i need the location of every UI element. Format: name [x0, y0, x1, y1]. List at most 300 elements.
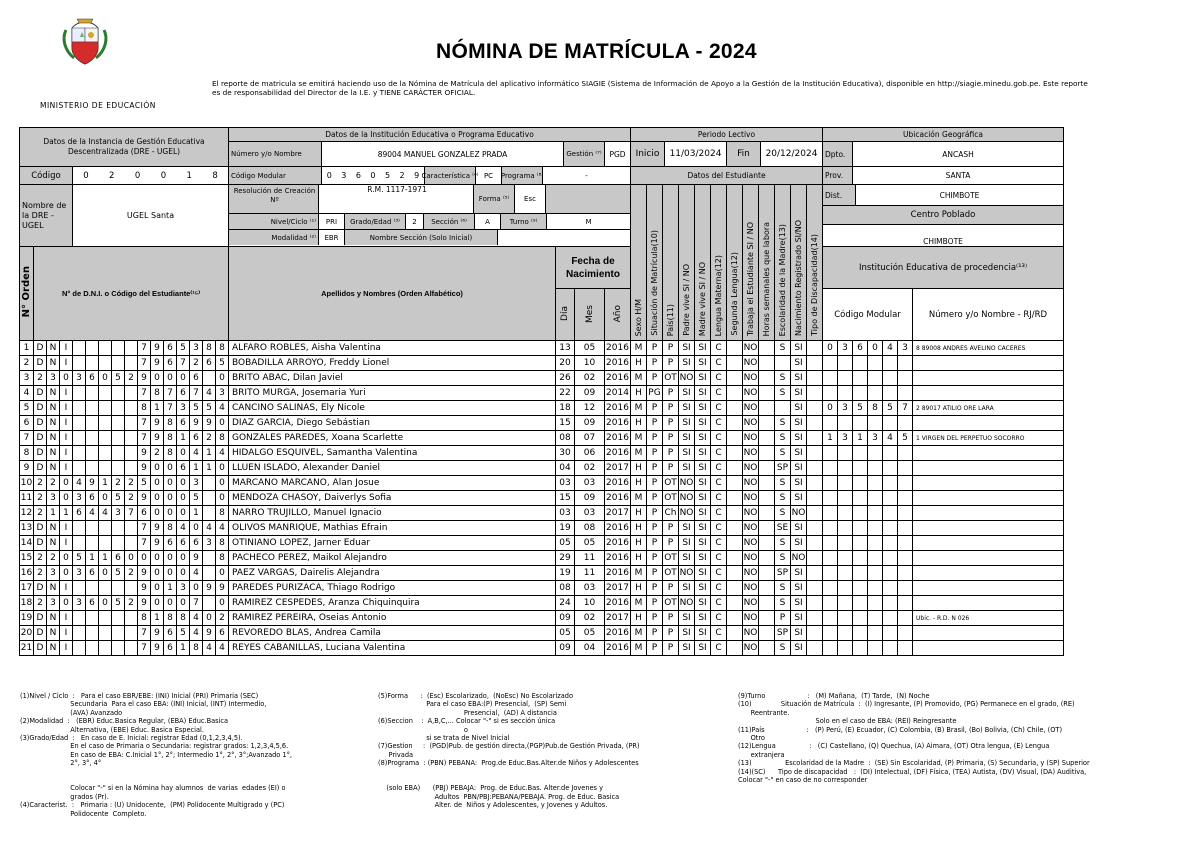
student-attribute: M	[631, 491, 647, 506]
student-attribute: P	[663, 386, 679, 401]
procedencia-code-char	[838, 581, 853, 596]
dre-code-digit: 2	[109, 170, 115, 181]
ministry-label: MINISTERIO DE EDUCACIÓN	[40, 101, 156, 110]
student-id-char: 3	[177, 401, 190, 416]
student-id-char	[73, 431, 86, 446]
student-attribute: NO	[743, 356, 759, 371]
student-id-char: 5	[216, 356, 229, 371]
student-id-char: 2	[47, 476, 60, 491]
student-attribute: C	[711, 491, 727, 506]
student-id-char	[99, 641, 112, 656]
student-id-char	[86, 461, 99, 476]
student-row	[20, 446, 1064, 461]
birth-month: 02	[575, 611, 605, 626]
modalidad-label: Modalidad ⁽²⁾	[229, 230, 319, 245]
student-id-char: 8	[164, 416, 177, 431]
codigo-modular-value	[322, 167, 425, 184]
student-attribute	[807, 356, 823, 371]
student-name: BOBADILLA ARROYO, Freddy Lionel	[229, 356, 556, 371]
procedencia-code-char	[883, 536, 898, 551]
student-attribute: SI	[695, 446, 711, 461]
birth-day: 19	[556, 521, 575, 536]
procedencia-name	[913, 506, 1064, 521]
procedencia-code-char	[838, 611, 853, 626]
student-id-char: 5	[177, 341, 190, 356]
birth-month: 12	[575, 401, 605, 416]
procedencia-name	[913, 386, 1064, 401]
procedencia-code-char	[838, 566, 853, 581]
student-id-char: 8	[164, 431, 177, 446]
student-id-char: 1	[99, 476, 112, 491]
n-orden-header: N° Orden	[21, 266, 32, 318]
row-number: 17	[20, 581, 34, 596]
student-name: ALFARO ROBLES, Aisha Valentina	[229, 341, 556, 356]
student-attribute: M	[631, 596, 647, 611]
student-attribute	[727, 341, 743, 356]
codigo-modular-digit: 3	[341, 171, 347, 180]
seccion-label: Sección ⁽⁶⁾	[424, 214, 475, 229]
student-id-char: 3	[73, 566, 86, 581]
procedencia-code-char: 4	[883, 341, 898, 356]
row-number: 9	[20, 461, 34, 476]
procedencia-code-char	[838, 476, 853, 491]
student-id-char: 6	[86, 491, 99, 506]
student-attribute: P	[663, 356, 679, 371]
student-id-char: 9	[138, 491, 151, 506]
student-attribute: SI	[791, 476, 807, 491]
student-id-char: 0	[164, 596, 177, 611]
student-id-char: I	[60, 341, 73, 356]
student-attribute	[807, 371, 823, 386]
student-id-char: 4	[203, 386, 216, 401]
procedencia-code-char	[853, 551, 868, 566]
procedencia-code-char	[823, 446, 838, 461]
birth-month: 05	[575, 341, 605, 356]
procedencia-code-char: 1	[853, 431, 868, 446]
student-id-char: 0	[60, 596, 73, 611]
student-name: REYES CABANILLAS, Luciana Valentina	[229, 641, 556, 656]
student-id-char: 2	[125, 491, 138, 506]
dpto-label: Dpto.	[823, 142, 853, 167]
student-id-char: N	[47, 641, 60, 656]
student-attribute: P	[663, 341, 679, 356]
student-id-char	[99, 401, 112, 416]
student-attribute: SI	[679, 416, 695, 431]
student-id-char: 1	[151, 611, 164, 626]
student-id-char	[112, 446, 125, 461]
student-attribute: SP	[775, 461, 791, 476]
procedencia-code-char: 3	[838, 341, 853, 356]
student-id-char	[99, 626, 112, 641]
procedencia-code-char	[868, 521, 883, 536]
student-row	[20, 431, 1064, 446]
student-name: REVOREDO BLAS, Andrea Camila	[229, 626, 556, 641]
student-attribute	[759, 566, 775, 581]
student-id-char: 3	[177, 581, 190, 596]
student-attribute: SI	[695, 506, 711, 521]
procedencia-code-char	[883, 476, 898, 491]
student-id-char: 9	[203, 626, 216, 641]
student-attribute	[807, 596, 823, 611]
student-attribute: C	[711, 371, 727, 386]
student-attribute: NO	[743, 446, 759, 461]
student-attribute: NO	[743, 416, 759, 431]
procedencia-name: 2 89017 ATILIO ORE LARA	[913, 401, 1064, 416]
procedencia-code-char	[853, 566, 868, 581]
student-attribute	[759, 416, 775, 431]
student-id-char: 2	[34, 596, 47, 611]
birth-month: 04	[575, 641, 605, 656]
student-id-char: 0	[177, 371, 190, 386]
birth-month: 05	[575, 536, 605, 551]
student-attribute	[807, 626, 823, 641]
birth-year: 2017	[605, 581, 631, 596]
student-attribute: SI	[695, 626, 711, 641]
student-attribute: NO	[743, 401, 759, 416]
student-id-char	[73, 416, 86, 431]
student-id-char: 9	[151, 641, 164, 656]
student-attribute: SI	[791, 491, 807, 506]
procedencia-name	[913, 371, 1064, 386]
inicio-label: Inicio	[631, 142, 665, 166]
student-attribute	[807, 401, 823, 416]
student-id-char: 5	[112, 596, 125, 611]
student-id-char: 4	[190, 611, 203, 626]
student-attribute: PG	[647, 386, 663, 401]
student-attribute	[775, 356, 791, 371]
student-id-char: 3	[203, 536, 216, 551]
student-id-char: 9	[138, 596, 151, 611]
student-id-char: 6	[73, 506, 86, 521]
row-number: 6	[20, 416, 34, 431]
student-id-char: 8	[164, 611, 177, 626]
procedencia-code-char	[898, 521, 913, 536]
student-id-char: 1	[60, 506, 73, 521]
row-number: 13	[20, 521, 34, 536]
birth-year: 2016	[605, 491, 631, 506]
birth-month: 09	[575, 416, 605, 431]
student-attribute: S	[775, 596, 791, 611]
student-attribute: H	[631, 476, 647, 491]
student-id-char: 6	[190, 431, 203, 446]
student-attribute: P	[647, 506, 663, 521]
student-id-char: 5	[203, 401, 216, 416]
gestion-label: Gestión ⁽⁷⁾	[564, 142, 605, 166]
student-id-char: 0	[151, 551, 164, 566]
row-number: 16	[20, 566, 34, 581]
student-id-char: 4	[216, 641, 229, 656]
procedencia-code-char	[823, 611, 838, 626]
student-attribute: H	[631, 521, 647, 536]
birth-day: 08	[556, 431, 575, 446]
student-id-char	[73, 611, 86, 626]
procedencia-code-char	[838, 356, 853, 371]
procedencia-code-char	[898, 416, 913, 431]
caracteristica-label: Característica ⁽⁴⁾	[425, 167, 476, 184]
procedencia-code-char: 7	[898, 401, 913, 416]
procedencia-code-char	[868, 551, 883, 566]
student-attribute	[727, 521, 743, 536]
student-id-char: D	[34, 416, 47, 431]
ugel-value: UGEL Santa	[73, 185, 229, 247]
ie-name-label: Número y/o Nombre	[229, 142, 322, 166]
student-attribute	[759, 536, 775, 551]
birth-day: 15	[556, 491, 575, 506]
student-id-char: I	[60, 356, 73, 371]
birth-year: 2017	[605, 506, 631, 521]
codigo-modular-label: Código Modular	[229, 167, 322, 184]
student-id-char: 6	[164, 641, 177, 656]
procedencia-code-char	[853, 356, 868, 371]
procedencia-code-char	[853, 386, 868, 401]
student-attribute: C	[711, 596, 727, 611]
birth-day: 04	[556, 461, 575, 476]
student-attribute: NO	[743, 596, 759, 611]
student-id-char	[112, 536, 125, 551]
student-attribute	[807, 491, 823, 506]
row-number: 18	[20, 596, 34, 611]
procedencia-code-char	[823, 626, 838, 641]
student-id-char: 4	[216, 446, 229, 461]
turno-label: Turno ⁽⁹⁾	[501, 214, 547, 229]
student-id-char: 6	[112, 551, 125, 566]
student-id-char	[112, 521, 125, 536]
student-attribute: NO	[679, 491, 695, 506]
student-attribute	[727, 416, 743, 431]
student-attribute: SI	[791, 371, 807, 386]
nivel-label: Nivel/Ciclo ⁽¹⁾	[229, 214, 319, 229]
mes-header: Mes	[584, 304, 595, 323]
student-id-char: 0	[151, 581, 164, 596]
seccion-value: A	[475, 214, 501, 229]
student-attribute	[807, 431, 823, 446]
birth-day: 18	[556, 401, 575, 416]
student-id-char: 1	[164, 581, 177, 596]
student-id-char: I	[60, 386, 73, 401]
birth-day: 03	[556, 476, 575, 491]
birth-year: 2016	[605, 536, 631, 551]
student-attribute: H	[631, 356, 647, 371]
student-id-char	[125, 386, 138, 401]
student-name: MENDOZA CHASOY, Daiverlys Sofia	[229, 491, 556, 506]
student-id-char: N	[47, 431, 60, 446]
student-row	[20, 476, 1064, 491]
student-attribute	[759, 386, 775, 401]
procedencia-code-char	[868, 371, 883, 386]
gestion-value: PGD	[609, 149, 626, 159]
student-attribute: P	[647, 551, 663, 566]
birth-year: 2016	[605, 401, 631, 416]
student-attribute: SI	[791, 431, 807, 446]
student-attribute: P	[663, 626, 679, 641]
ie-section-header: Datos de la Institución Educativa o Programa Educativo	[229, 128, 631, 142]
student-attribute: OT	[663, 476, 679, 491]
student-attribute: H	[631, 536, 647, 551]
procedencia-code-char	[868, 386, 883, 401]
student-attribute: SI	[695, 611, 711, 626]
student-attribute	[807, 416, 823, 431]
student-attribute: SI	[791, 611, 807, 626]
student-id-char: N	[47, 416, 60, 431]
procedencia-code-char	[898, 641, 913, 656]
student-id-char: 1	[151, 401, 164, 416]
student-attribute	[807, 461, 823, 476]
student-id-char: 8	[138, 401, 151, 416]
student-id-char	[73, 626, 86, 641]
student-attribute: SI	[695, 416, 711, 431]
student-id-char: I	[60, 461, 73, 476]
student-attribute: P	[663, 446, 679, 461]
student-attribute: C	[711, 626, 727, 641]
student-id-char: 0	[60, 371, 73, 386]
birth-day: 20	[556, 356, 575, 371]
student-attribute: SI	[791, 461, 807, 476]
birth-year: 2016	[605, 371, 631, 386]
student-id-char: I	[60, 626, 73, 641]
student-id-char: 9	[190, 416, 203, 431]
student-id-char: 3	[47, 596, 60, 611]
student-id-char: 1	[190, 461, 203, 476]
student-id-char: 7	[190, 386, 203, 401]
procedencia-name	[913, 551, 1064, 566]
student-id-char: 8	[190, 641, 203, 656]
student-id-char: 3	[47, 491, 60, 506]
student-attribute: SI	[695, 401, 711, 416]
student-attribute: S	[775, 416, 791, 431]
student-id-char: 3	[190, 341, 203, 356]
student-id-char: 1	[177, 431, 190, 446]
student-id-char	[112, 581, 125, 596]
student-id-char: 4	[190, 446, 203, 461]
student-id-char	[86, 386, 99, 401]
student-id-char: 3	[47, 371, 60, 386]
student-attribute: SI	[791, 446, 807, 461]
student-id-char: 9	[151, 356, 164, 371]
resolucion-value: R.M. 1117-1971	[319, 185, 474, 213]
birth-day: 15	[556, 416, 575, 431]
student-id-char: N	[47, 626, 60, 641]
fin-value: 20/12/2024	[765, 149, 818, 159]
student-attribute: S	[775, 641, 791, 656]
dpto-value: ANCASH	[853, 142, 1064, 167]
student-id-char: D	[34, 611, 47, 626]
student-id-char: 3	[73, 491, 86, 506]
student-id-char	[125, 536, 138, 551]
student-row	[20, 566, 1064, 581]
student-attribute: SI	[679, 341, 695, 356]
col-segunda-lengua: Segunda Lengua(12)	[730, 252, 739, 336]
procedencia-code-char	[838, 416, 853, 431]
student-id-char: 4	[73, 476, 86, 491]
row-number: 10	[20, 476, 34, 491]
student-id-char: 9	[203, 581, 216, 596]
student-attribute: S	[775, 371, 791, 386]
student-id-char: 6	[216, 626, 229, 641]
student-attribute: S	[775, 506, 791, 521]
procedencia-code-char	[883, 521, 898, 536]
student-name: LLUEN ISLADO, Alexander Daniel	[229, 461, 556, 476]
student-id-char: 7	[138, 641, 151, 656]
col-horas: Horas semanales que labora	[762, 221, 771, 336]
programa-value: -	[585, 171, 588, 180]
student-attribute: SI	[695, 551, 711, 566]
procedencia-code-char: 8	[868, 401, 883, 416]
student-row	[20, 581, 1064, 596]
col-discapacidad: Tipo de Discapacidad(14)	[810, 234, 819, 336]
student-id-char	[73, 341, 86, 356]
student-id-char	[99, 341, 112, 356]
procedencia-code-char	[853, 611, 868, 626]
procedencia-code-char	[838, 626, 853, 641]
student-attribute: M	[631, 566, 647, 581]
student-attribute: NO	[743, 521, 759, 536]
col-padre: Padre vive SI / NO	[682, 264, 691, 336]
dre-code-digit: 1	[186, 170, 192, 181]
student-id-char	[86, 416, 99, 431]
student-id-char	[125, 611, 138, 626]
student-id-char: I	[60, 401, 73, 416]
student-id-char	[86, 401, 99, 416]
student-attribute: M	[631, 401, 647, 416]
student-id-char: 6	[190, 536, 203, 551]
student-attribute: P	[663, 581, 679, 596]
student-id-char: 0	[99, 491, 112, 506]
ubicacion-section-header: Ubicación Geográfica	[823, 128, 1064, 142]
student-id-char: 7	[138, 386, 151, 401]
student-attribute: SI	[679, 581, 695, 596]
student-id-char: 6	[190, 371, 203, 386]
student-attribute: M	[631, 641, 647, 656]
student-attribute: S	[775, 581, 791, 596]
student-id-char: 0	[164, 476, 177, 491]
student-id-char: 5	[138, 476, 151, 491]
student-name: BRITO ABAC, Dilan Javiel	[229, 371, 556, 386]
procedencia-code-char	[823, 641, 838, 656]
student-id-char	[99, 356, 112, 371]
student-attribute: SI	[679, 551, 695, 566]
student-id-char: I	[60, 416, 73, 431]
student-attribute: C	[711, 521, 727, 536]
student-attribute: S	[775, 476, 791, 491]
student-attribute	[807, 536, 823, 551]
procedencia-code-char: 0	[868, 341, 883, 356]
student-id-char: N	[47, 386, 60, 401]
procedencia-code-char: 4	[883, 431, 898, 446]
student-id-char	[125, 431, 138, 446]
procedencia-code-char	[883, 461, 898, 476]
procedencia-name	[913, 491, 1064, 506]
student-id-char: 9	[138, 371, 151, 386]
student-id-char: N	[47, 401, 60, 416]
apellidos-header: Apellidos y Nombres (Orden Alfabético)	[229, 247, 556, 341]
forma-label: Forma ⁽⁵⁾	[474, 185, 515, 213]
student-name: GONZALES PAREDES, Xoana Scarlette	[229, 431, 556, 446]
student-attribute	[727, 476, 743, 491]
student-id-char	[203, 596, 216, 611]
student-id-char: 2	[34, 566, 47, 581]
student-attribute: C	[711, 476, 727, 491]
birth-year: 2016	[605, 341, 631, 356]
student-id-char: D	[34, 386, 47, 401]
student-row	[20, 536, 1064, 551]
codigo-modular-digit: 0	[370, 171, 376, 180]
student-id-char: 2	[125, 476, 138, 491]
student-id-char	[86, 446, 99, 461]
student-attribute: NO	[743, 431, 759, 446]
student-attribute: P	[647, 536, 663, 551]
procedencia-name	[913, 566, 1064, 581]
row-number: 14	[20, 536, 34, 551]
